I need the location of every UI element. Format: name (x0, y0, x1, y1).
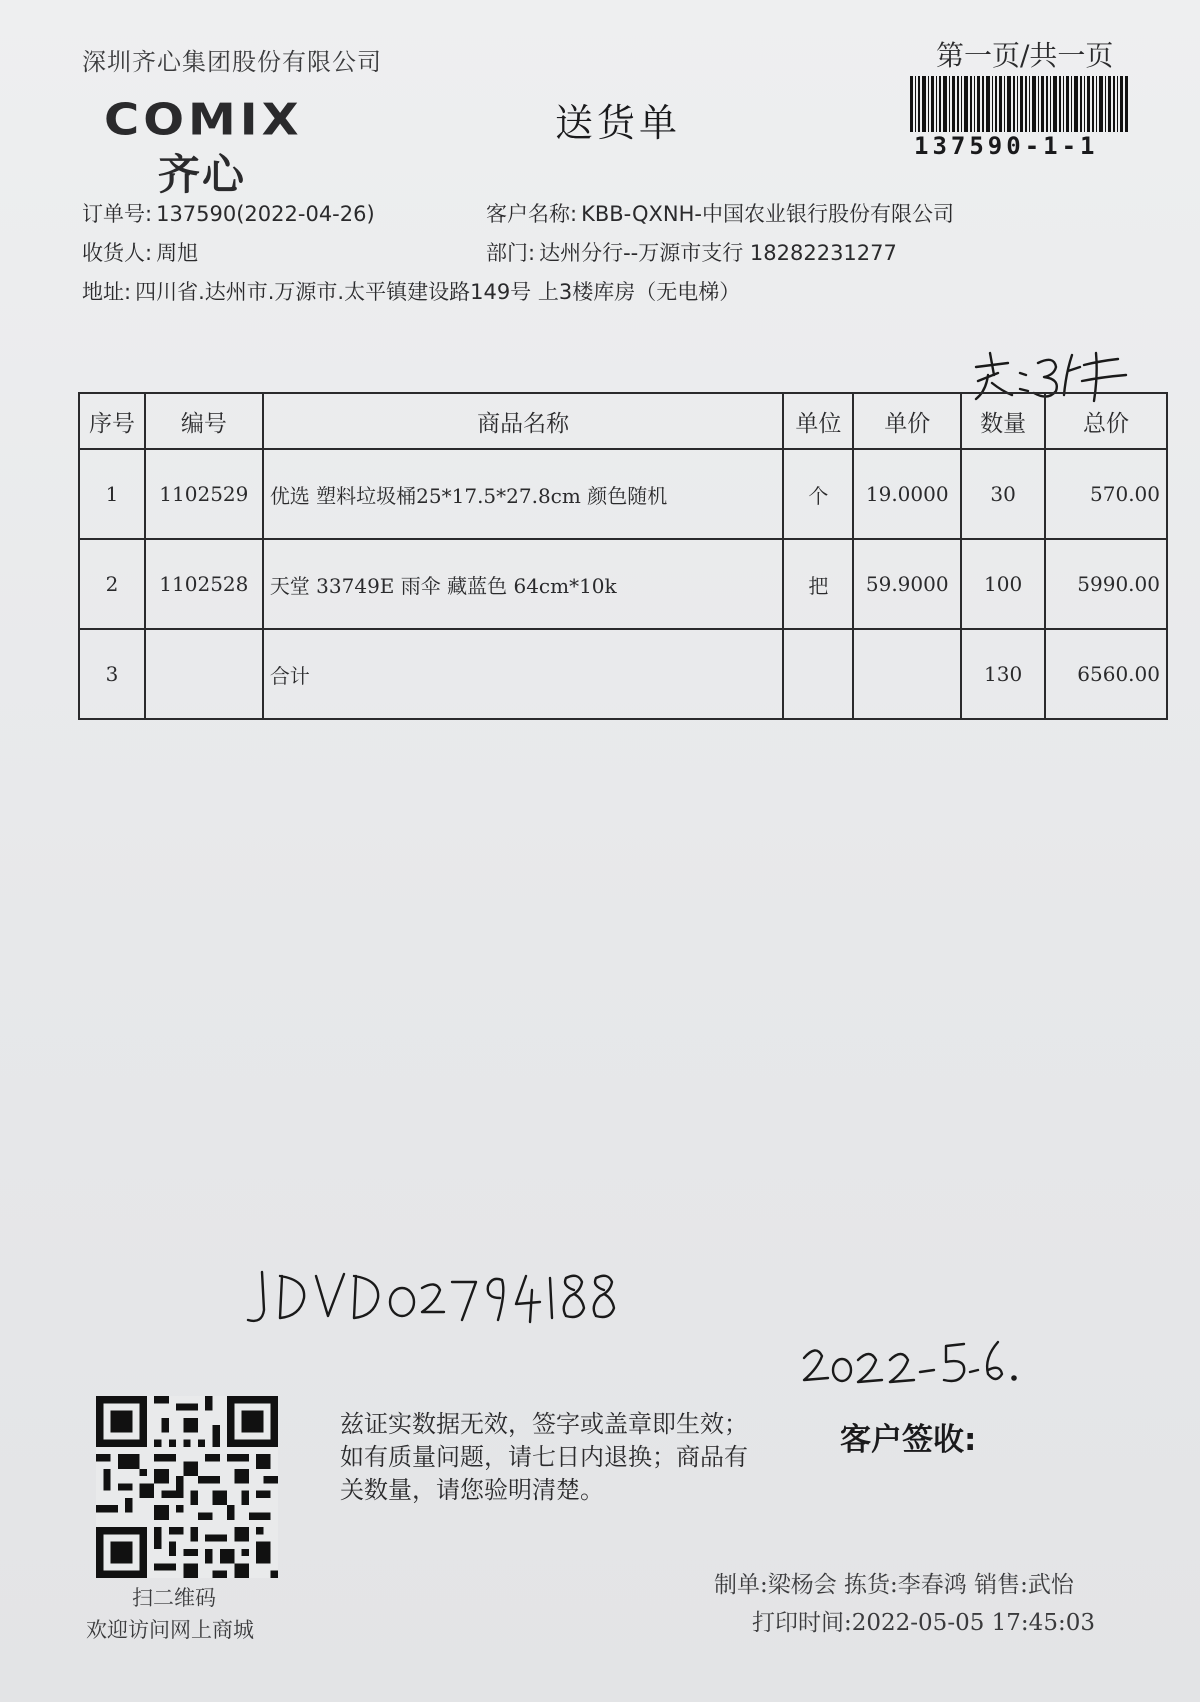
cell-seq: 1 (79, 449, 145, 539)
cell-unit: 把 (783, 539, 853, 629)
customer-name-value: KBB-QXNH-中国农业银行股份有限公司 (581, 202, 955, 226)
cell-qty: 100 (961, 539, 1045, 629)
print-time: 打印时间:2022-05-05 17:45:03 (752, 1610, 1095, 1636)
handwritten-tracking-number (240, 1262, 630, 1330)
cell-price: 59.9000 (853, 539, 961, 629)
items-table (78, 392, 1168, 720)
column-header-price: 单价 (853, 393, 961, 449)
cell-unit: 个 (783, 449, 853, 539)
table-header-row (79, 393, 1167, 449)
department-value: 达州分行--万源市支行 18282231277 (539, 241, 897, 265)
qr-caption-scan: 扫二维码 (132, 1586, 216, 1610)
column-header-unit: 单位 (783, 393, 853, 449)
consignee-label: 收货人: (82, 241, 153, 265)
comix-logo-text: COMIX (104, 94, 303, 146)
cell-name: 合计 (263, 629, 784, 719)
customer-name (486, 198, 954, 228)
order-number-value: 137590(2022-04-26) (156, 202, 375, 226)
column-header-qty: 数量 (961, 393, 1045, 449)
cell-code: 1102529 (145, 449, 263, 539)
column-header-name: 商品名称 (263, 393, 784, 449)
cell-price (853, 629, 961, 719)
cell-unit (783, 629, 853, 719)
address (82, 276, 740, 306)
cell-seq: 3 (79, 629, 145, 719)
barcode-number: 137590-1-1 (914, 132, 1099, 160)
customer-name-label: 客户名称: (486, 202, 578, 226)
address-value: 四川省.达州市.万源市.太平镇建设路149号 上3楼库房（无电梯） (135, 280, 741, 304)
cell-seq: 2 (79, 539, 145, 629)
column-header-total: 总价 (1045, 393, 1167, 449)
cell-price: 19.0000 (853, 449, 961, 539)
table-row (79, 449, 1167, 539)
handwritten-date (800, 1332, 1020, 1388)
order-number-label: 订单号: (82, 202, 153, 226)
comix-logo-chinese: 齐心 (158, 150, 247, 199)
cell-code: 1102528 (145, 539, 263, 629)
table-row (79, 539, 1167, 629)
department (486, 237, 897, 267)
page-info: 第一页/共一页 (936, 39, 1114, 72)
cell-name: 优选 塑料垃圾桶25*17.5*27.8cm 颜色随机 (263, 449, 784, 539)
staff-line: 制单:梁杨会 拣货:李春鸿 销售:武怡 (714, 1572, 1074, 1598)
company-name: 深圳齐心集团股份有限公司 (82, 48, 382, 76)
cell-qty: 130 (961, 629, 1045, 719)
cell-total: 570.00 (1045, 449, 1167, 539)
customer-signature-label: 客户签收: (840, 1422, 977, 1458)
column-header-code: 编号 (145, 393, 263, 449)
qr-caption-welcome: 欢迎访问网上商城 (86, 1618, 254, 1642)
address-label: 地址: (82, 280, 132, 304)
order-number (82, 198, 375, 228)
department-label: 部门: (486, 241, 536, 265)
table-row-summary (79, 629, 1167, 719)
document-title: 送货单 (555, 101, 682, 145)
cell-name: 天堂 33749E 雨伞 藏蓝色 64cm*10k (263, 539, 784, 629)
column-header-seq: 序号 (79, 393, 145, 449)
cell-code (145, 629, 263, 719)
consignee-value: 周旭 (156, 241, 199, 265)
consignee (82, 237, 198, 267)
qr-code-image (96, 1396, 278, 1578)
notice-text: 兹证实数据无效，签字或盖章即生效；如有质量问题，请七日内退换；商品有关数量，请您验明清楚。 (340, 1410, 748, 1504)
cell-total: 6560.00 (1045, 629, 1167, 719)
cell-total: 5990.00 (1045, 539, 1167, 629)
barcode-image (910, 76, 1128, 132)
cell-qty: 30 (961, 449, 1045, 539)
